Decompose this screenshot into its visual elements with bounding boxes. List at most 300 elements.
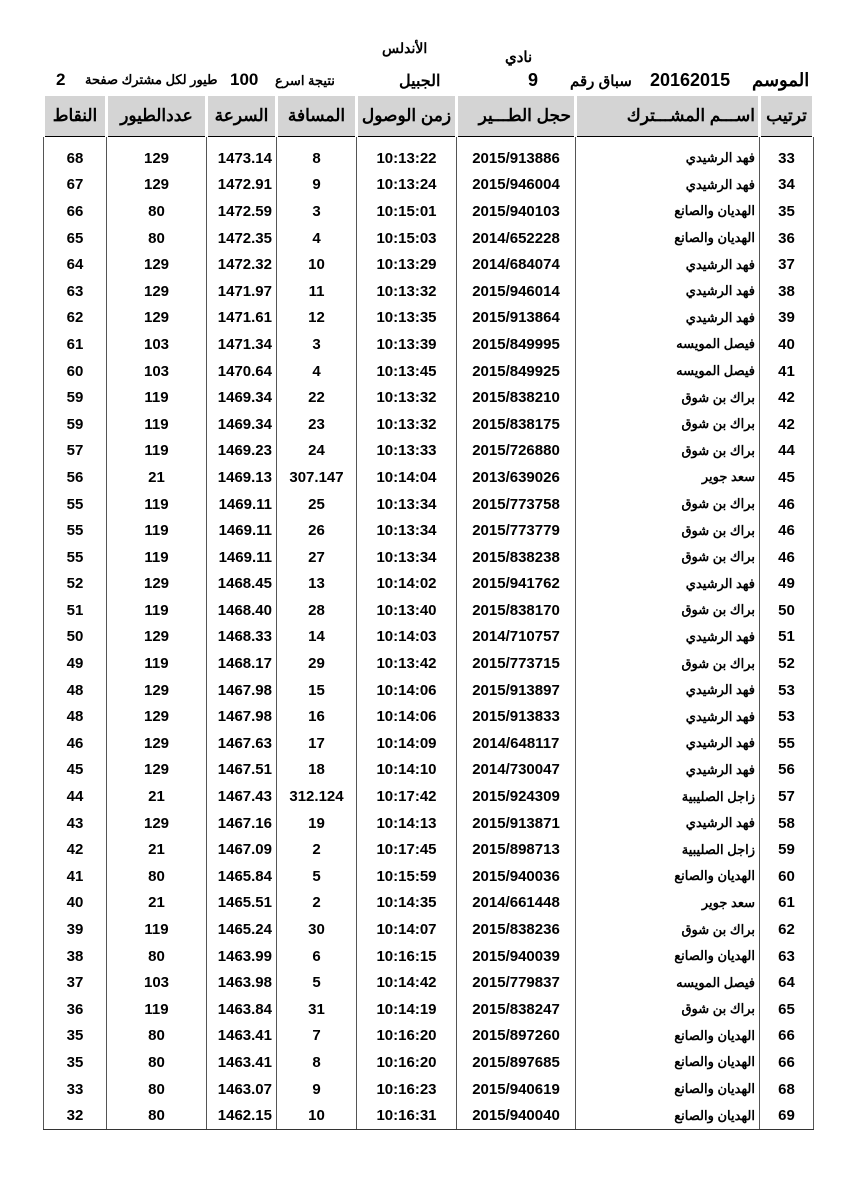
- col-ring: حجل الطـــير: [457, 96, 576, 137]
- cell-speed: 1462.15: [207, 1102, 277, 1129]
- table-row: [44, 943, 814, 970]
- cell-member-name: الهديان والصانع: [576, 943, 760, 970]
- results-table: [42, 96, 815, 1130]
- cell-speed: 1463.84: [207, 996, 277, 1023]
- cell-member-name: فهد الرشيدي: [576, 624, 760, 651]
- cell-speed: 1469.34: [207, 384, 277, 411]
- cell-speed: 1467.51: [207, 757, 277, 784]
- cell-distance: 7: [277, 1023, 357, 1050]
- cell-rank: 46: [760, 544, 814, 571]
- cell-arrival-time: 10:14:42: [357, 969, 457, 996]
- cell-member-name: براك بن شوق: [576, 491, 760, 518]
- cell-arrival-time: 10:14:02: [357, 571, 457, 598]
- cell-points: 55: [44, 544, 107, 571]
- cell-arrival-time: 10:14:06: [357, 703, 457, 730]
- cell-points: 50: [44, 624, 107, 651]
- cell-speed: 1465.24: [207, 916, 277, 943]
- cell-distance: 30: [277, 916, 357, 943]
- cell-ring: 2015/838247: [457, 996, 576, 1023]
- cell-points: 51: [44, 597, 107, 624]
- fastest-result-label: نتيجة اسرع: [275, 73, 335, 88]
- table-row: [44, 438, 814, 465]
- cell-arrival-time: 10:13:33: [357, 438, 457, 465]
- cell-ring: 2014/684074: [457, 251, 576, 278]
- table-header-row: [44, 96, 814, 137]
- table-row: [44, 624, 814, 651]
- cell-member-name: فهد الرشيدي: [576, 810, 760, 837]
- cell-ring: 2015/941762: [457, 571, 576, 598]
- cell-arrival-time: 10:16:23: [357, 1076, 457, 1103]
- cell-ring: 2015/779837: [457, 969, 576, 996]
- cell-ring: 2015/913897: [457, 677, 576, 704]
- cell-points: 59: [44, 384, 107, 411]
- race-location: الجبيل: [399, 73, 441, 90]
- cell-speed: 1463.07: [207, 1076, 277, 1103]
- cell-distance: 15: [277, 677, 357, 704]
- cell-points: 65: [44, 225, 107, 252]
- cell-speed: 1471.34: [207, 331, 277, 358]
- birds-per-member-label: طيور لكل مشترك صفحة: [85, 72, 218, 87]
- table-row: [44, 969, 814, 996]
- cell-member-name: براك بن شوق: [576, 597, 760, 624]
- cell-arrival-time: 10:13:32: [357, 384, 457, 411]
- cell-points: 55: [44, 517, 107, 544]
- cell-rank: 69: [760, 1102, 814, 1129]
- cell-points: 42: [44, 836, 107, 863]
- cell-member-name: براك بن شوق: [576, 916, 760, 943]
- cell-speed: 1469.23: [207, 438, 277, 465]
- cell-points: 61: [44, 331, 107, 358]
- cell-points: 38: [44, 943, 107, 970]
- cell-ring: 2015/940619: [457, 1076, 576, 1103]
- cell-points: 66: [44, 198, 107, 225]
- cell-arrival-time: 10:13:40: [357, 597, 457, 624]
- cell-speed: 1465.84: [207, 863, 277, 890]
- club-label: نادي: [505, 49, 533, 66]
- cell-rank: 42: [760, 384, 814, 411]
- table-row: [44, 890, 814, 917]
- cell-ring: 2015/940040: [457, 1102, 576, 1129]
- table-row: [44, 996, 814, 1023]
- cell-speed: 1467.16: [207, 810, 277, 837]
- cell-points: 49: [44, 650, 107, 677]
- cell-speed: 1472.91: [207, 172, 277, 199]
- cell-bird-count: 21: [107, 836, 207, 863]
- cell-member-name: فيصل المويسه: [576, 358, 760, 385]
- cell-distance: 4: [277, 358, 357, 385]
- cell-distance: 3: [277, 198, 357, 225]
- cell-bird-count: 103: [107, 331, 207, 358]
- cell-points: 43: [44, 810, 107, 837]
- cell-speed: 1471.97: [207, 278, 277, 305]
- cell-arrival-time: 10:13:32: [357, 278, 457, 305]
- cell-ring: 2015/940039: [457, 943, 576, 970]
- col-distance: المسافة: [277, 96, 357, 137]
- cell-rank: 60: [760, 863, 814, 890]
- table-row: [44, 145, 814, 172]
- cell-member-name: الهديان والصانع: [576, 1023, 760, 1050]
- cell-points: 64: [44, 251, 107, 278]
- cell-bird-count: 80: [107, 225, 207, 252]
- cell-bird-count: 80: [107, 863, 207, 890]
- table-row: [44, 331, 814, 358]
- cell-rank: 65: [760, 996, 814, 1023]
- cell-arrival-time: 10:16:15: [357, 943, 457, 970]
- cell-arrival-time: 10:17:42: [357, 783, 457, 810]
- cell-distance: 5: [277, 863, 357, 890]
- cell-speed: 1468.40: [207, 597, 277, 624]
- cell-bird-count: 103: [107, 358, 207, 385]
- cell-member-name: فهد الرشيدي: [576, 571, 760, 598]
- cell-bird-count: 119: [107, 597, 207, 624]
- cell-distance: 307.147: [277, 464, 357, 491]
- cell-bird-count: 129: [107, 251, 207, 278]
- table-row: [44, 1102, 814, 1129]
- cell-member-name: سعد جوير: [576, 464, 760, 491]
- cell-arrival-time: 10:14:10: [357, 757, 457, 784]
- cell-distance: 31: [277, 996, 357, 1023]
- table-row: [44, 305, 814, 332]
- cell-bird-count: 129: [107, 730, 207, 757]
- cell-rank: 46: [760, 517, 814, 544]
- cell-bird-count: 80: [107, 1049, 207, 1076]
- table-row: [44, 225, 814, 252]
- cell-arrival-time: 10:13:39: [357, 331, 457, 358]
- cell-bird-count: 80: [107, 943, 207, 970]
- cell-speed: 1467.63: [207, 730, 277, 757]
- cell-rank: 68: [760, 1076, 814, 1103]
- cell-points: 62: [44, 305, 107, 332]
- col-speed: السرعة: [207, 96, 277, 137]
- cell-arrival-time: 10:13:34: [357, 544, 457, 571]
- cell-distance: 2: [277, 836, 357, 863]
- cell-speed: 1470.64: [207, 358, 277, 385]
- cell-member-name: الهديان والصانع: [576, 1102, 760, 1129]
- cell-bird-count: 119: [107, 411, 207, 438]
- cell-points: 41: [44, 863, 107, 890]
- cell-rank: 56: [760, 757, 814, 784]
- table-row: [44, 1049, 814, 1076]
- cell-arrival-time: 10:16:20: [357, 1049, 457, 1076]
- cell-points: 40: [44, 890, 107, 917]
- cell-speed: 1473.14: [207, 145, 277, 172]
- club-name: الأندلس: [382, 40, 428, 56]
- cell-distance: 312.124: [277, 783, 357, 810]
- cell-distance: 12: [277, 305, 357, 332]
- cell-points: 39: [44, 916, 107, 943]
- cell-points: 60: [44, 358, 107, 385]
- spacer-cell: [760, 137, 814, 146]
- cell-bird-count: 119: [107, 996, 207, 1023]
- page-number: 2: [56, 70, 66, 89]
- cell-ring: 2015/897685: [457, 1049, 576, 1076]
- season-label: الموسم: [752, 70, 810, 90]
- race-label: سباق رقم: [570, 73, 632, 90]
- cell-member-name: الهديان والصانع: [576, 225, 760, 252]
- cell-member-name: زاجل الصليبية: [576, 783, 760, 810]
- col-arrival-time: زمن الوصول: [357, 96, 457, 137]
- cell-distance: 18: [277, 757, 357, 784]
- cell-arrival-time: 10:16:31: [357, 1102, 457, 1129]
- spacer-cell: [277, 137, 357, 146]
- cell-points: 56: [44, 464, 107, 491]
- cell-bird-count: 129: [107, 305, 207, 332]
- season-value: 20162015: [650, 70, 731, 90]
- cell-member-name: براك بن شوق: [576, 996, 760, 1023]
- cell-speed: 1472.59: [207, 198, 277, 225]
- cell-distance: 10: [277, 1102, 357, 1129]
- cell-bird-count: 119: [107, 438, 207, 465]
- cell-distance: 24: [277, 438, 357, 465]
- cell-member-name: فهد الرشيدي: [576, 703, 760, 730]
- cell-distance: 2: [277, 890, 357, 917]
- cell-member-name: فهد الرشيدي: [576, 305, 760, 332]
- cell-rank: 41: [760, 358, 814, 385]
- cell-rank: 66: [760, 1049, 814, 1076]
- cell-points: 35: [44, 1049, 107, 1076]
- cell-ring: 2015/946004: [457, 172, 576, 199]
- cell-member-name: براك بن شوق: [576, 411, 760, 438]
- cell-points: 68: [44, 145, 107, 172]
- cell-member-name: براك بن شوق: [576, 517, 760, 544]
- cell-rank: 55: [760, 730, 814, 757]
- table-row: [44, 810, 814, 837]
- cell-rank: 46: [760, 491, 814, 518]
- table-row: [44, 650, 814, 677]
- cell-member-name: فهد الرشيدي: [576, 757, 760, 784]
- cell-distance: 3: [277, 331, 357, 358]
- cell-bird-count: 129: [107, 172, 207, 199]
- cell-bird-count: 21: [107, 783, 207, 810]
- spacer-cell: [576, 137, 760, 146]
- spacer-row: [44, 137, 814, 146]
- cell-speed: 1463.41: [207, 1049, 277, 1076]
- cell-speed: 1469.11: [207, 544, 277, 571]
- cell-ring: 2014/661448: [457, 890, 576, 917]
- cell-ring: 2013/639026: [457, 464, 576, 491]
- cell-distance: 14: [277, 624, 357, 651]
- table-row: [44, 517, 814, 544]
- cell-member-name: فهد الرشيدي: [576, 677, 760, 704]
- cell-distance: 17: [277, 730, 357, 757]
- spacer-cell: [107, 137, 207, 146]
- table-row: [44, 172, 814, 199]
- cell-rank: 50: [760, 597, 814, 624]
- table-row: [44, 1023, 814, 1050]
- cell-rank: 53: [760, 703, 814, 730]
- cell-speed: 1467.98: [207, 703, 277, 730]
- cell-distance: 25: [277, 491, 357, 518]
- cell-points: 36: [44, 996, 107, 1023]
- cell-points: 57: [44, 438, 107, 465]
- cell-rank: 45: [760, 464, 814, 491]
- table-row: [44, 597, 814, 624]
- cell-arrival-time: 10:13:32: [357, 411, 457, 438]
- cell-rank: 63: [760, 943, 814, 970]
- cell-bird-count: 80: [107, 1076, 207, 1103]
- cell-ring: 2015/897260: [457, 1023, 576, 1050]
- cell-bird-count: 119: [107, 491, 207, 518]
- cell-distance: 19: [277, 810, 357, 837]
- cell-distance: 27: [277, 544, 357, 571]
- cell-arrival-time: 10:14:35: [357, 890, 457, 917]
- cell-member-name: براك بن شوق: [576, 384, 760, 411]
- cell-ring: 2014/652228: [457, 225, 576, 252]
- cell-distance: 11: [277, 278, 357, 305]
- table-row: [44, 677, 814, 704]
- cell-arrival-time: 10:15:03: [357, 225, 457, 252]
- cell-ring: 2015/913886: [457, 145, 576, 172]
- cell-speed: 1472.35: [207, 225, 277, 252]
- cell-rank: 42: [760, 411, 814, 438]
- cell-rank: 40: [760, 331, 814, 358]
- cell-bird-count: 129: [107, 677, 207, 704]
- spacer-cell: [44, 137, 107, 146]
- col-bird-count: عددالطيور: [107, 96, 207, 137]
- cell-speed: 1472.32: [207, 251, 277, 278]
- cell-arrival-time: 10:14:03: [357, 624, 457, 651]
- cell-member-name: فيصل المويسه: [576, 969, 760, 996]
- cell-speed: 1467.09: [207, 836, 277, 863]
- cell-bird-count: 129: [107, 757, 207, 784]
- spacer-cell: [207, 137, 277, 146]
- cell-rank: 37: [760, 251, 814, 278]
- cell-distance: 4: [277, 225, 357, 252]
- cell-member-name: فيصل المويسه: [576, 331, 760, 358]
- cell-speed: 1469.11: [207, 517, 277, 544]
- cell-rank: 64: [760, 969, 814, 996]
- cell-ring: 2015/773758: [457, 491, 576, 518]
- cell-speed: 1469.11: [207, 491, 277, 518]
- cell-ring: 2015/940036: [457, 863, 576, 890]
- cell-speed: 1471.61: [207, 305, 277, 332]
- cell-speed: 1469.13: [207, 464, 277, 491]
- cell-rank: 58: [760, 810, 814, 837]
- cell-ring: 2015/838236: [457, 916, 576, 943]
- cell-speed: 1468.45: [207, 571, 277, 598]
- cell-arrival-time: 10:13:22: [357, 145, 457, 172]
- cell-bird-count: 129: [107, 810, 207, 837]
- cell-points: 48: [44, 677, 107, 704]
- cell-points: 63: [44, 278, 107, 305]
- cell-points: 32: [44, 1102, 107, 1129]
- cell-arrival-time: 10:13:45: [357, 358, 457, 385]
- cell-rank: 36: [760, 225, 814, 252]
- cell-arrival-time: 10:15:59: [357, 863, 457, 890]
- cell-ring: 2015/726880: [457, 438, 576, 465]
- cell-rank: 44: [760, 438, 814, 465]
- table-row: [44, 571, 814, 598]
- cell-arrival-time: 10:16:20: [357, 1023, 457, 1050]
- table-row: [44, 358, 814, 385]
- cell-speed: 1463.98: [207, 969, 277, 996]
- cell-distance: 9: [277, 1076, 357, 1103]
- cell-member-name: فهد الرشيدي: [576, 730, 760, 757]
- cell-bird-count: 119: [107, 517, 207, 544]
- cell-points: 35: [44, 1023, 107, 1050]
- cell-ring: 2015/913871: [457, 810, 576, 837]
- cell-member-name: براك بن شوق: [576, 650, 760, 677]
- cell-distance: 8: [277, 145, 357, 172]
- col-member-name: اســـم المشـــترك: [576, 96, 760, 137]
- cell-ring: 2015/898713: [457, 836, 576, 863]
- cell-bird-count: 80: [107, 1102, 207, 1129]
- cell-distance: 26: [277, 517, 357, 544]
- cell-arrival-time: 10:14:07: [357, 916, 457, 943]
- cell-bird-count: 129: [107, 145, 207, 172]
- cell-ring: 2015/849995: [457, 331, 576, 358]
- cell-distance: 10: [277, 251, 357, 278]
- col-points: النقاط: [44, 96, 107, 137]
- table-row: [44, 730, 814, 757]
- cell-distance: 8: [277, 1049, 357, 1076]
- cell-rank: 59: [760, 836, 814, 863]
- cell-speed: 1463.41: [207, 1023, 277, 1050]
- cell-distance: 6: [277, 943, 357, 970]
- cell-ring: 2014/730047: [457, 757, 576, 784]
- cell-distance: 9: [277, 172, 357, 199]
- cell-bird-count: 80: [107, 198, 207, 225]
- cell-arrival-time: 10:14:04: [357, 464, 457, 491]
- cell-points: 48: [44, 703, 107, 730]
- table-row: [44, 384, 814, 411]
- cell-rank: 34: [760, 172, 814, 199]
- cell-arrival-time: 10:13:29: [357, 251, 457, 278]
- cell-rank: 52: [760, 650, 814, 677]
- cell-bird-count: 119: [107, 384, 207, 411]
- cell-points: 44: [44, 783, 107, 810]
- table-row: [44, 198, 814, 225]
- cell-bird-count: 129: [107, 703, 207, 730]
- table-row: [44, 464, 814, 491]
- cell-member-name: براك بن شوق: [576, 438, 760, 465]
- cell-ring: 2015/773715: [457, 650, 576, 677]
- cell-speed: 1463.99: [207, 943, 277, 970]
- cell-distance: 5: [277, 969, 357, 996]
- cell-member-name: فهد الرشيدي: [576, 172, 760, 199]
- cell-member-name: سعد جوير: [576, 890, 760, 917]
- cell-member-name: براك بن شوق: [576, 544, 760, 571]
- table-row: [44, 491, 814, 518]
- cell-member-name: فهد الرشيدي: [576, 278, 760, 305]
- cell-bird-count: 119: [107, 916, 207, 943]
- cell-arrival-time: 10:13:34: [357, 491, 457, 518]
- birds-count: 100: [230, 70, 259, 89]
- cell-points: 33: [44, 1076, 107, 1103]
- cell-bird-count: 119: [107, 544, 207, 571]
- cell-bird-count: 119: [107, 650, 207, 677]
- cell-member-name: الهديان والصانع: [576, 1049, 760, 1076]
- cell-ring: 2015/924309: [457, 783, 576, 810]
- cell-rank: 38: [760, 278, 814, 305]
- cell-distance: 29: [277, 650, 357, 677]
- cell-ring: 2015/940103: [457, 198, 576, 225]
- col-rank: ترتيب: [760, 96, 814, 137]
- cell-rank: 39: [760, 305, 814, 332]
- cell-distance: 13: [277, 571, 357, 598]
- cell-arrival-time: 10:14:13: [357, 810, 457, 837]
- cell-rank: 61: [760, 890, 814, 917]
- table-row: [44, 863, 814, 890]
- cell-ring: 2015/838238: [457, 544, 576, 571]
- cell-speed: 1468.17: [207, 650, 277, 677]
- cell-member-name: الهديان والصانع: [576, 1076, 760, 1103]
- cell-member-name: زاجل الصليبية: [576, 836, 760, 863]
- table-row: [44, 544, 814, 571]
- table-row: [44, 703, 814, 730]
- cell-member-name: فهد الرشيدي: [576, 145, 760, 172]
- cell-bird-count: 103: [107, 969, 207, 996]
